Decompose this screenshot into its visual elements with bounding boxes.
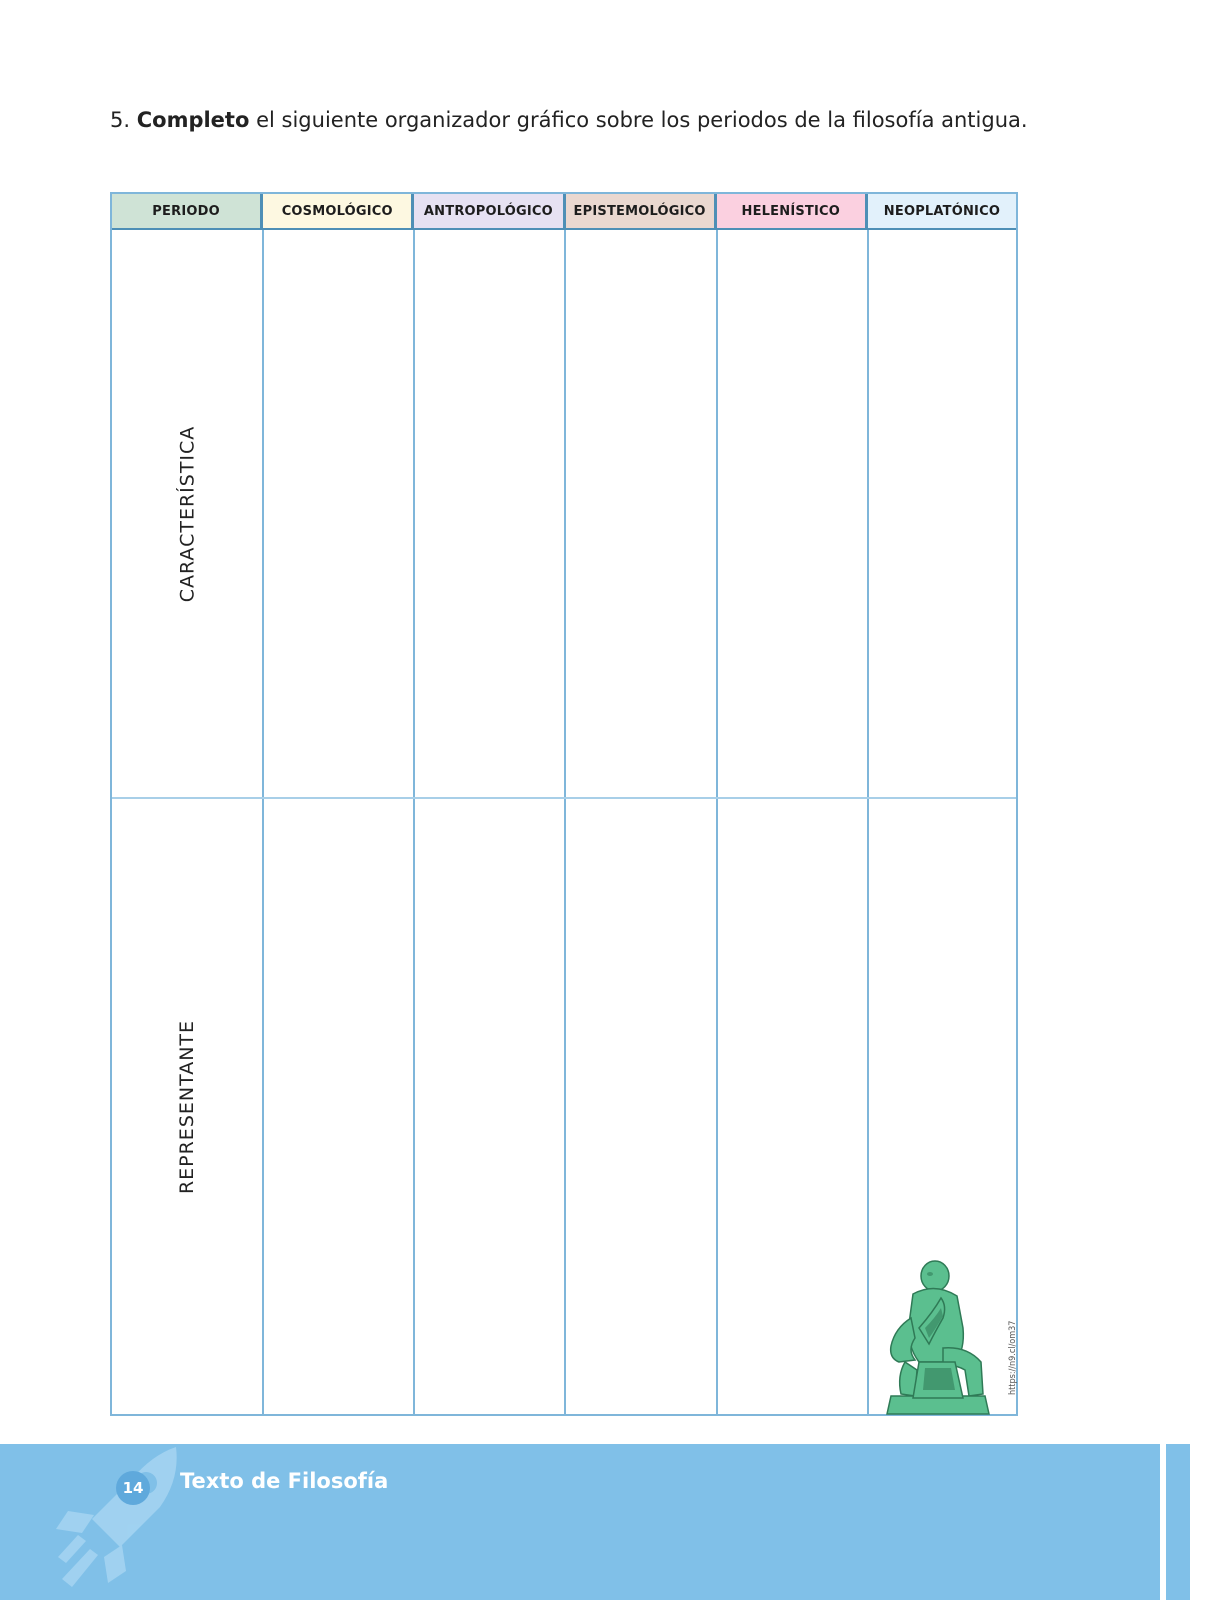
footer-book-title: Texto de Filosofía — [180, 1469, 389, 1493]
column-divider — [867, 230, 869, 1414]
graphic-organizer-table — [110, 192, 1018, 1416]
image-credit: https://n9.cl/om37 — [1008, 1320, 1018, 1395]
row-label-text: CARACTERÍSTICA — [176, 425, 199, 602]
header-epistemologico: EPISTEMOLÓGICO — [565, 194, 716, 228]
instruction-number: 5. — [110, 108, 131, 132]
header-helenistico: HELENÍSTICO — [716, 194, 867, 228]
header-row — [112, 194, 1016, 230]
instruction-body: el siguiente organizador gráfico sobre los periodos de la filosofía antigua. — [256, 108, 1028, 132]
rocket-icon — [48, 1445, 188, 1600]
row-label-text: REPRESENTANTE — [176, 1019, 199, 1194]
instruction-text — [110, 108, 1028, 132]
page-number-badge: 14 — [116, 1471, 150, 1505]
thinker-statue-image — [885, 1258, 991, 1416]
header-antropologico: ANTROPOLÓGICO — [413, 194, 564, 228]
instruction-bold-verb: Completo — [136, 108, 250, 132]
header-cosmologico: COSMOLÓGICO — [262, 194, 413, 228]
column-divider — [716, 230, 718, 1414]
header-periodo: PERIODO — [112, 194, 262, 228]
header-neoplatonico: NEOPLATÓNICO — [867, 194, 1016, 228]
row-label-representante — [112, 799, 263, 1414]
row-label-caracteristica — [112, 230, 263, 797]
footer-side-strip — [1166, 1444, 1190, 1600]
column-divider — [564, 230, 566, 1414]
column-divider — [413, 230, 415, 1414]
